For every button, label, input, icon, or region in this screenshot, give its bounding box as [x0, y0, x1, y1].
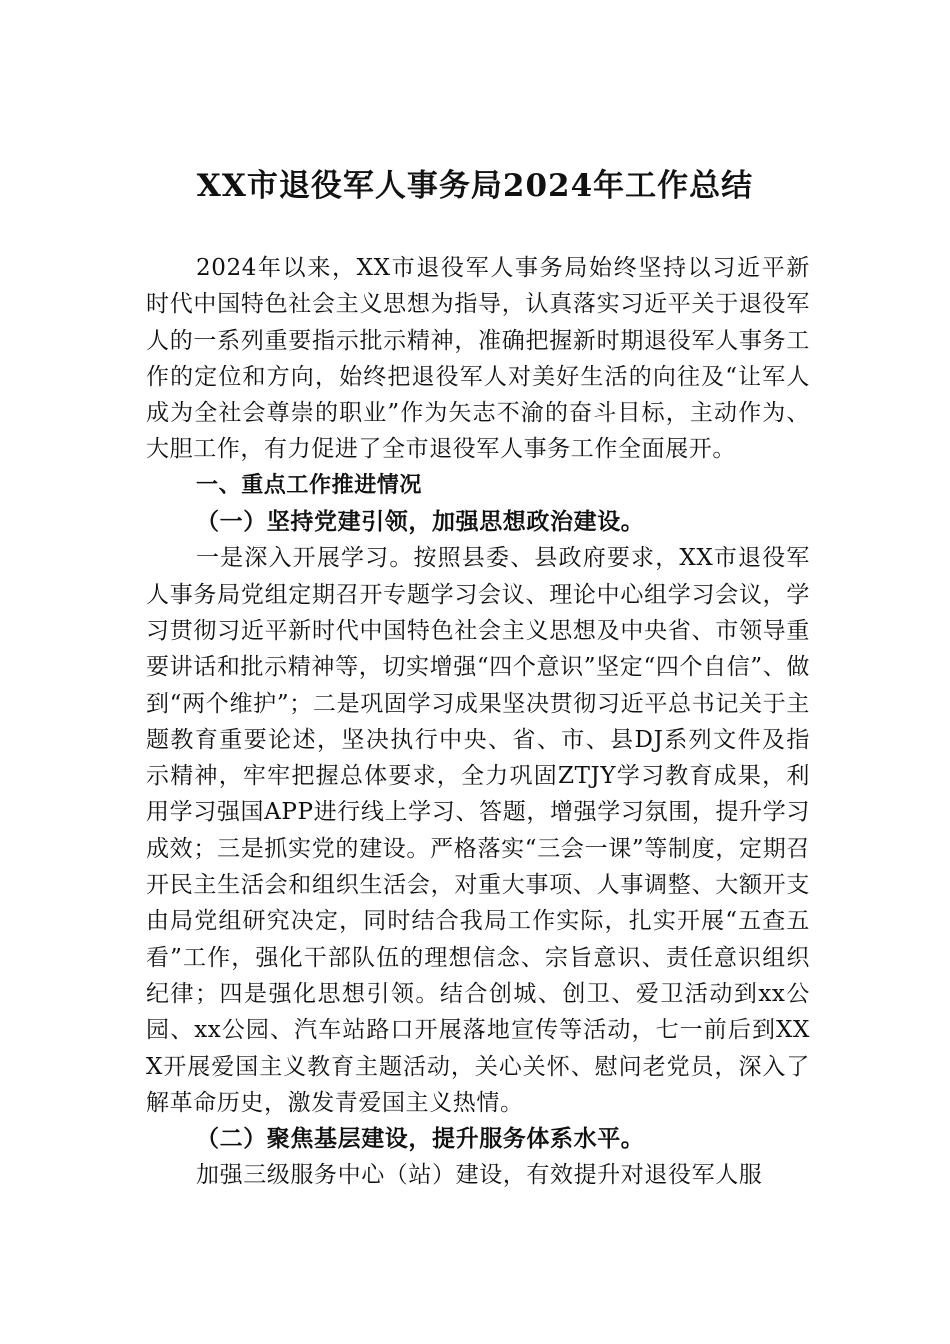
section-heading-1: 一、重点工作推进情况 [196, 472, 423, 498]
subsection-heading-2: （二）聚焦基层建设，提升服务体系水平。 [196, 1125, 645, 1153]
document-title: XX市退役军人事务局2024年工作总结 [196, 168, 754, 204]
subsection-2-paragraph: 加强三级服务中心（站）建设，有效提升对退役军人服 [196, 1162, 763, 1189]
subsection-1-paragraph: 一是深入开展学习。按照县委、县政府要求，XX市退役军人事务局党组定期召开专题学习会议、理论中心组学习会议，学习贯彻习近平新时代中国特色社会主义思想及中央省、市领导重要讲话和批示精神等，切实增强“四个意识”坚定“四个自信”、做到“两个维护”；二是巩固学习成果坚决贯彻习近平总书记关于主题教育重要论述，坚决执行中央、省、市、县DJ系列文件及指示精神，牢牢把握总体要求，全力巩固ZTJY学习教育成果，利用学习强国APP进行线上学习、答题，增强学习氛围，提升学习成效；三是抓实党的建设。严格落实“三会一课”等制度，定期召开民主生活会和组织生活会，对重大事项、人事调整、大额开支由局党组研究决定，同时结合我局工作实际，扎实开展“五查五看”工作，强化干部队伍的理想信念、宗旨意识、责任意识组织纪律；四是强化思想引领。结合创城、创卫、爱卫活动到xx公园、xx公园、汽车站路口开展落地宣传等活动，七一前后到XXX开展爱国主义教育主题活动，关心关怀、慰问老党员，深入了解革命历史，激发青爱国主义热情。 [146, 545, 810, 1116]
intro-paragraph: 2024年以来，XX市退役军人事务局始终坚持以习近平新时代中国特色社会主义思想为指导，认真落实习近平关于退役军人的一系列重要指示批示精神，准确把握新时期退役军人事务工作的定位和方向，始终把退役军人对美好生活的向往及“让军人成为全社会尊崇的职业”作为矢志不渝的奋斗目标，主动作为、大胆工作，有力促进了全市退役军人事务工作全面展开。 [146, 255, 810, 463]
document-body [146, 250, 810, 1194]
subsection-heading-1: （一）坚持党建引领，加强思想政治建设。 [196, 508, 645, 536]
